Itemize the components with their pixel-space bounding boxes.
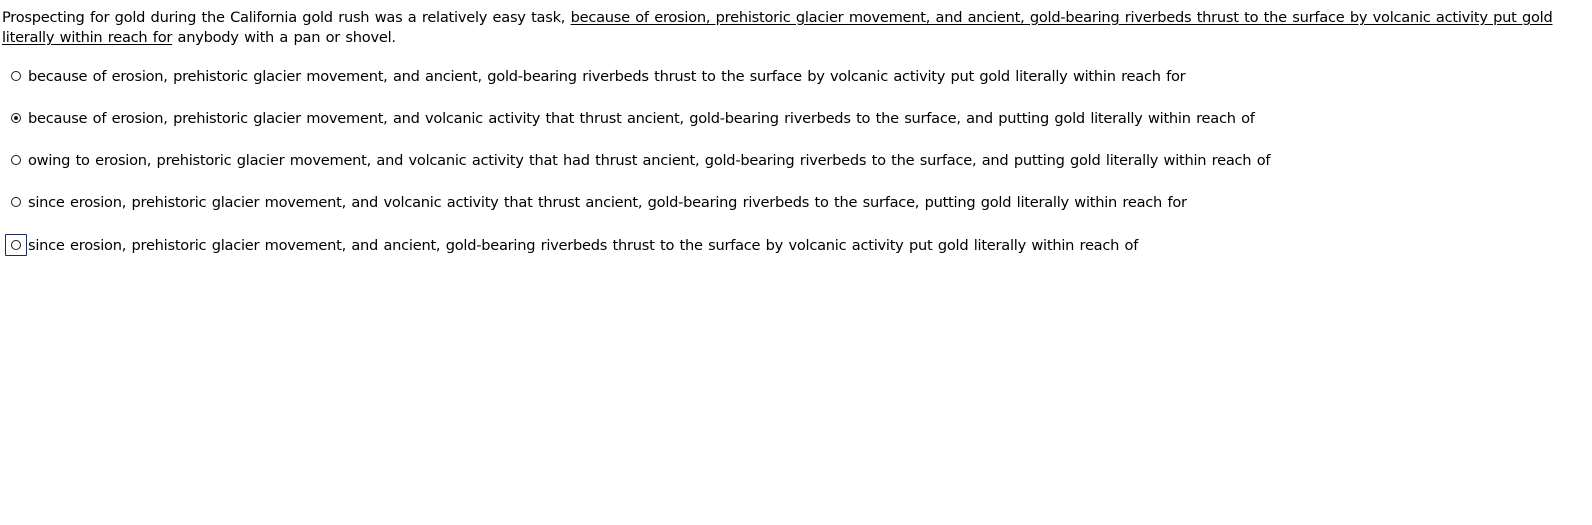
question-underlined-portion: because of erosion, prehistoric glacier movement, and ancient, gold-bearing riverbeds thrust to the surface by volcanic activity put gold literally within reach for: [2, 9, 1553, 46]
answer-choice-label[interactable]: because of erosion, prehistoric glacier movement, and ancient, gold-bearing riverbeds thrust to the surface by volcanic activity put gold literally within reach for: [28, 67, 1186, 85]
radio-button[interactable]: [11, 197, 21, 207]
answer-choice-a[interactable]: [0, 63, 1185, 89]
radio-box[interactable]: [5, 234, 27, 256]
radio-button[interactable]: [11, 113, 21, 123]
radio-button[interactable]: [11, 240, 21, 250]
radio-button[interactable]: [11, 155, 21, 165]
radio-box[interactable]: [5, 65, 27, 87]
answer-choice-label[interactable]: because of erosion, prehistoric glacier movement, and volcanic activity that thrust ancient, gold-bearing riverbeds to the surface, and putting gold literally within reach of: [28, 109, 1255, 127]
question-suffix: anybody with a pan or shovel.: [172, 29, 396, 46]
radio-box[interactable]: [5, 149, 27, 171]
answer-choice-d[interactable]: [0, 189, 1187, 215]
radio-dot-icon: [14, 116, 18, 120]
answer-choice-c[interactable]: [0, 147, 1270, 173]
answer-choice-e[interactable]: [0, 232, 1138, 258]
answer-choice-b[interactable]: [0, 105, 1255, 131]
radio-box[interactable]: [5, 191, 27, 213]
question-text: [2, 8, 1587, 48]
radio-button[interactable]: [11, 71, 21, 81]
radio-box[interactable]: [5, 107, 27, 129]
answer-choice-label[interactable]: since erosion, prehistoric glacier movement, and ancient, gold-bearing riverbeds thrust to the surface by volcanic activity put gold literally within reach of: [28, 236, 1139, 254]
answer-choice-label[interactable]: since erosion, prehistoric glacier movement, and volcanic activity that thrust ancient, gold-bearing riverbeds to the surface, putting gold literally within reach for: [28, 193, 1187, 211]
answer-choice-label[interactable]: owing to erosion, prehistoric glacier movement, and volcanic activity that had thrust ancient, gold-bearing riverbeds to the surface, and putting gold literally within reach of: [28, 151, 1271, 169]
question-prefix: Prospecting for gold during the California gold rush was a relatively easy task,: [2, 9, 571, 26]
